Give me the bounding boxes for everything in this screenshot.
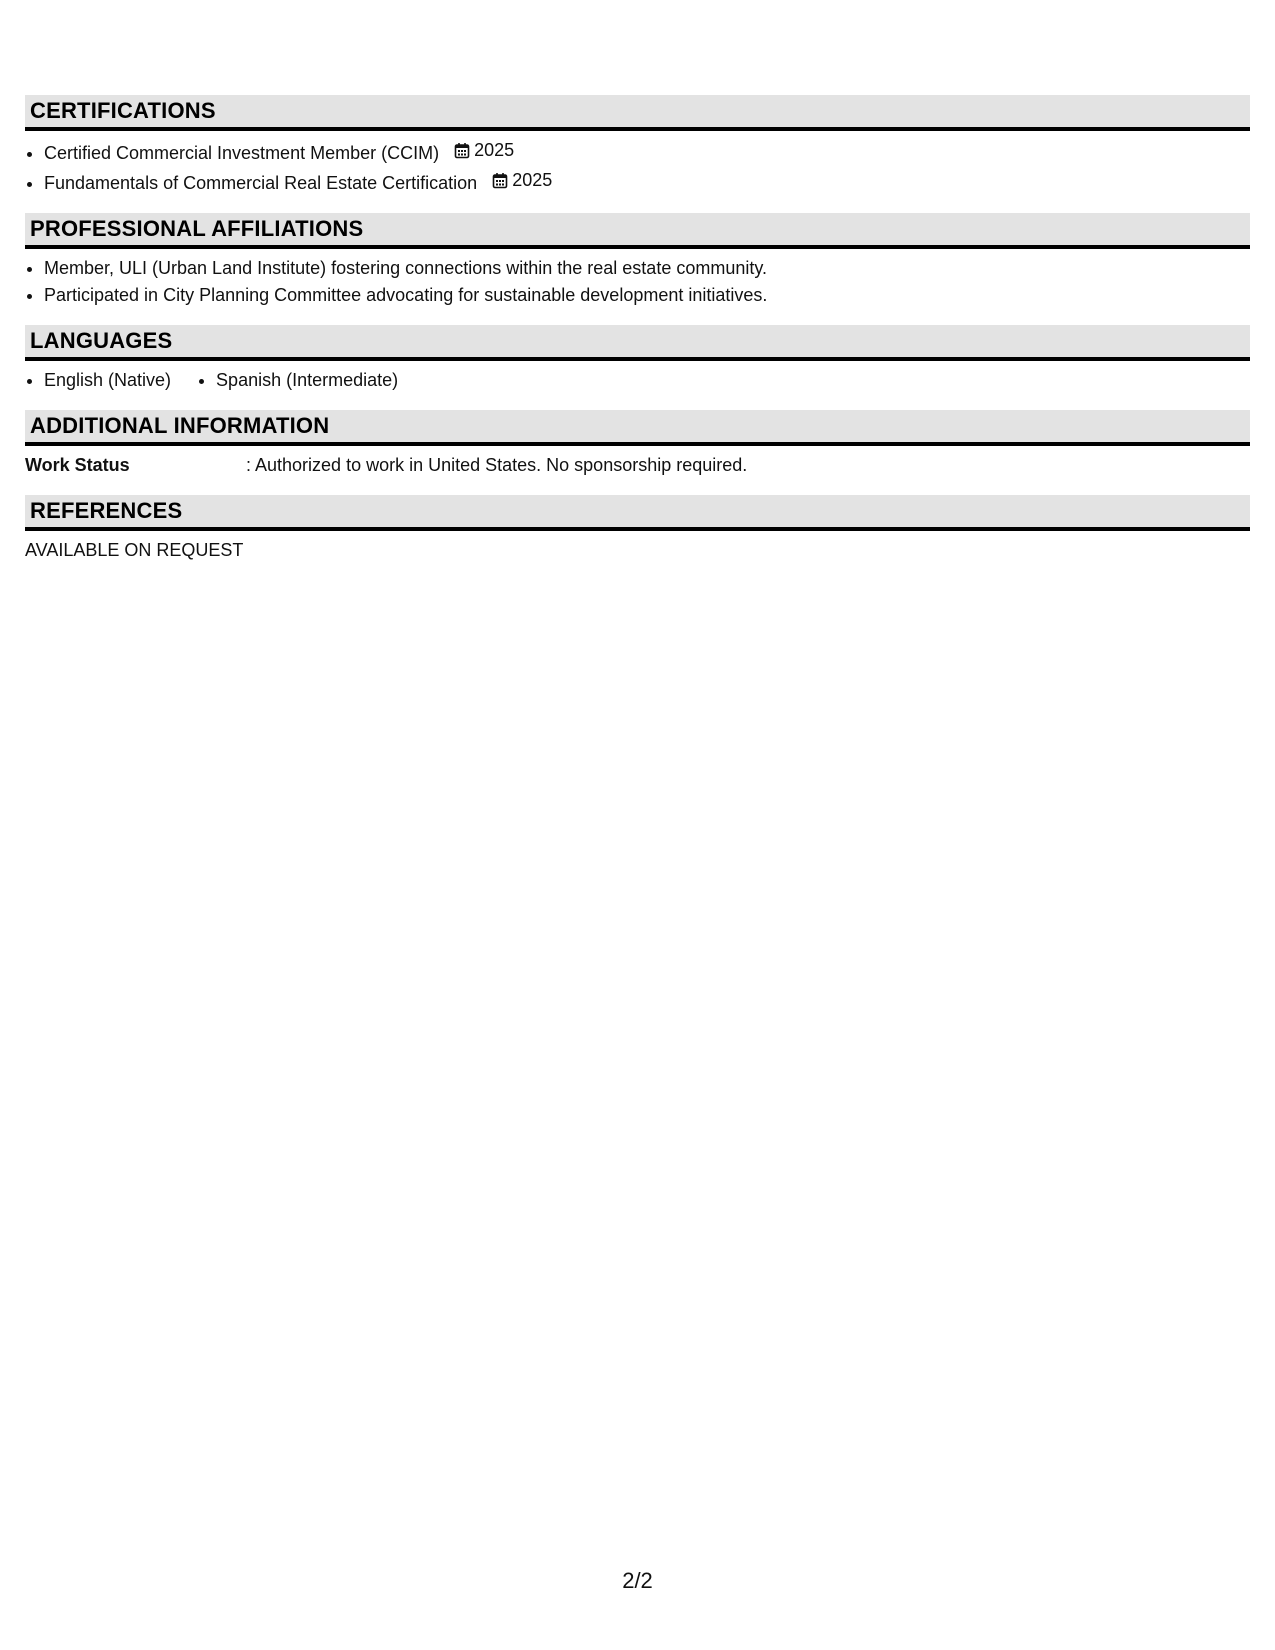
certifications-section (25, 95, 1250, 197)
language-item: • English (Native) (44, 367, 171, 394)
certifications-list (25, 137, 1250, 197)
certification-year: 2025 (512, 170, 553, 190)
affiliation-item: • Member, ULI (Urban Land Institute) fostering connections within the real estate community. (44, 255, 1250, 282)
work-status-value: : Authorized to work in United States. No sponsorship required. (246, 455, 748, 475)
certifications-body (25, 131, 1250, 197)
calendar-icon (492, 172, 508, 189)
affiliations-header (25, 213, 1250, 249)
resume-page (25, 95, 1250, 580)
languages-list (25, 367, 1250, 394)
references-section (25, 495, 1250, 564)
affiliation-item: • Participated in City Planning Committee advocating for sustainable development initiatives. (44, 282, 1250, 309)
references-text: AVAILABLE ON REQUEST (25, 540, 244, 560)
additional-info-body (25, 446, 1250, 479)
certification-date (492, 167, 552, 194)
languages-header (25, 325, 1250, 361)
affiliations-section (25, 213, 1250, 309)
affiliations-title: PROFESSIONAL AFFILIATIONS (30, 216, 364, 241)
work-status-row (25, 452, 1250, 479)
languages-title: LANGUAGES (30, 328, 173, 353)
work-status-label: Work Status (25, 455, 130, 475)
certification-name: Certified Commercial Investment Member (CCIM) (44, 143, 440, 163)
additional-info-section (25, 410, 1250, 479)
certifications-title: CERTIFICATIONS (30, 98, 216, 123)
additional-info-title: ADDITIONAL INFORMATION (30, 413, 330, 438)
certification-item (44, 167, 1250, 197)
page-number: 2/2 (622, 1568, 653, 1593)
affiliations-list (25, 255, 1250, 309)
languages-body (25, 361, 1250, 394)
certification-date (454, 137, 514, 164)
references-header (25, 495, 1250, 531)
calendar-icon (454, 142, 470, 159)
references-title: REFERENCES (30, 498, 183, 523)
additional-info-header (25, 410, 1250, 446)
languages-section (25, 325, 1250, 394)
references-body (25, 531, 1250, 564)
language-item: • Spanish (Intermediate) (216, 367, 398, 394)
certification-name: Fundamentals of Commercial Real Estate Certification (44, 173, 478, 193)
certification-item (44, 137, 1250, 167)
affiliations-body (25, 249, 1250, 309)
certifications-header (25, 95, 1250, 131)
certification-year: 2025 (474, 140, 515, 160)
